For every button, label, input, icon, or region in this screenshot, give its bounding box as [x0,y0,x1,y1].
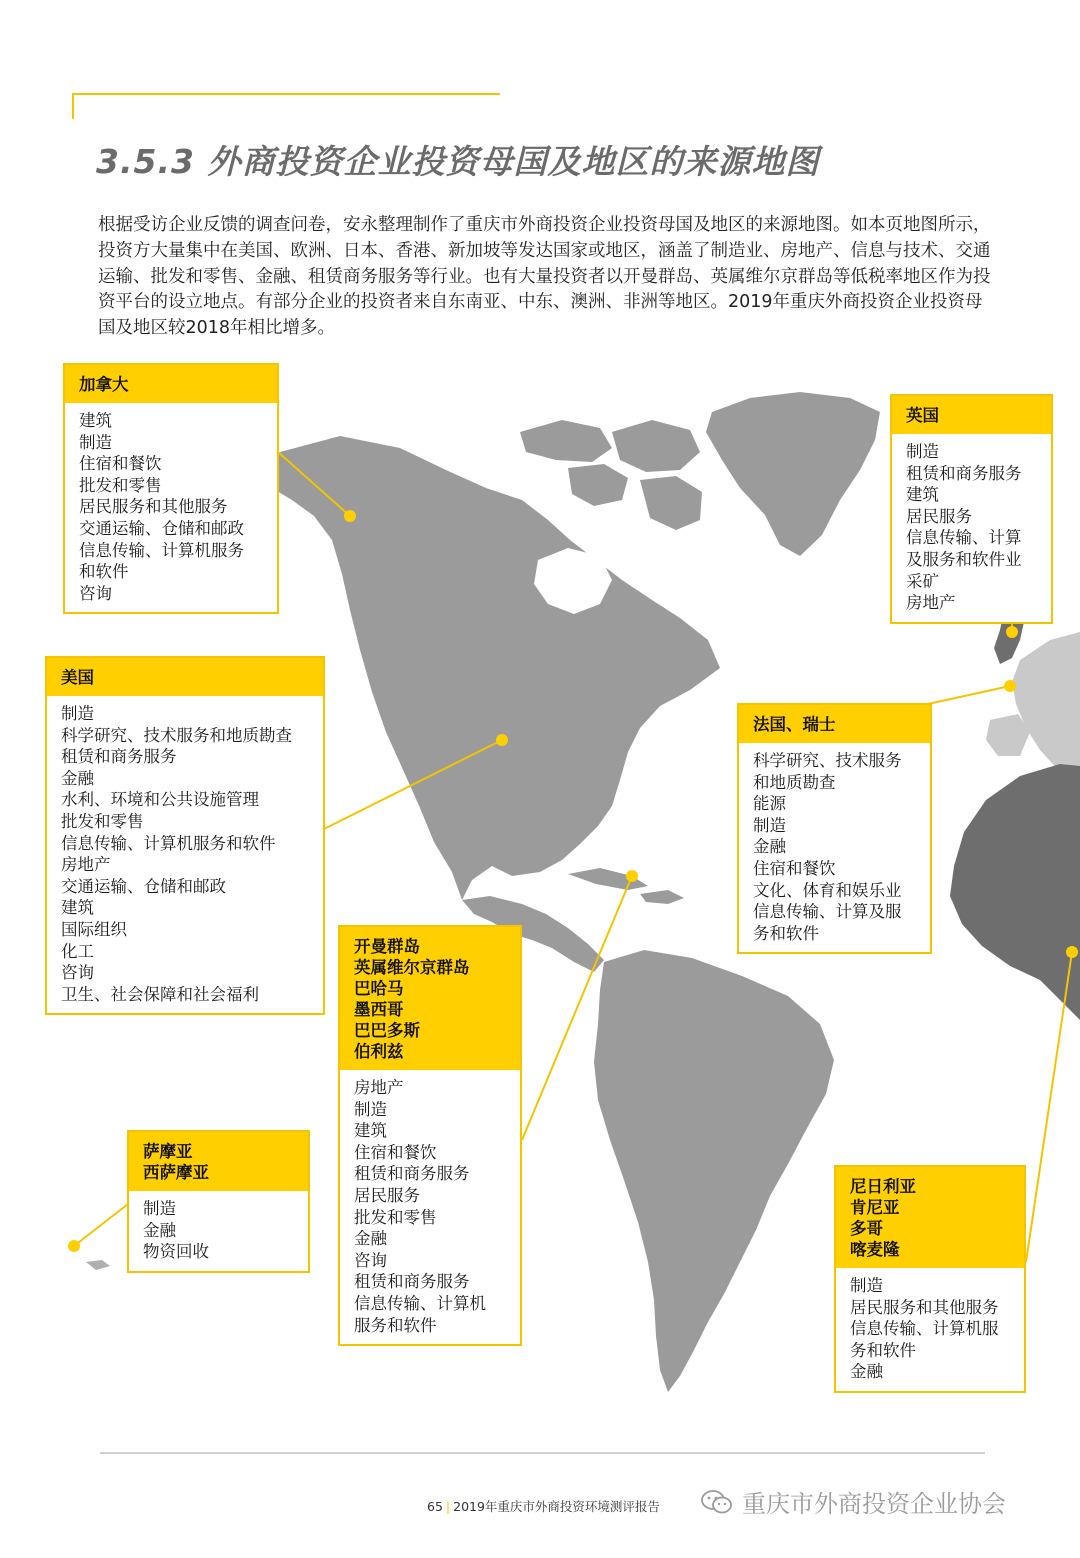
box-header-line: 喀麦隆 [850,1240,900,1259]
industry-item: 租赁和商务服务 [354,1164,470,1184]
industry-item: 及服务和软件业 [906,549,1022,569]
industry-list [47,696,323,1013]
box-header-line: 多哥 [850,1219,883,1238]
industry-item: 交通运输、仓储和邮政 [79,518,244,538]
industry-item: 信息传输、计算 [906,528,1022,548]
industry-item: 金融 [143,1220,176,1240]
box-header-line: 法国、瑞士 [753,715,836,734]
industry-item: 制造 [61,704,94,723]
box-caribbean [338,925,522,1346]
box-usa [45,656,325,1015]
footer: 65 | 2019年重庆市外商投资环境测评报告 [427,1499,660,1514]
industry-item: 交通运输、仓储和邮政 [61,876,226,896]
industry-item: 房地产 [906,593,956,613]
industry-list [892,434,1051,622]
box-header [836,1167,1024,1268]
industry-item: 金融 [850,1362,883,1382]
industry-item: 制造 [354,1099,387,1119]
industry-item: 咨询 [61,963,94,983]
industry-item: 服务和软件 [354,1315,437,1335]
industry-item: 房地产 [61,855,111,875]
industry-item: 和软件 [79,562,129,582]
industry-item: 制造 [143,1199,176,1218]
industry-item: 化工 [61,941,94,961]
page-number: 65 [427,1499,443,1514]
industry-item: 务和软件 [850,1340,916,1360]
footer-divider [100,1452,985,1454]
intro-paragraph: 根据受访企业反馈的调查问卷，安永整理制作了重庆市外商投资企业投资母国及地区的来源地图。如本页地图所示，投资方大量集中在美国、欧洲、日本、香港、新加坡等发达国家或地区，涵盖了制造业、房地产、信息与技术、交通运输、批发和零售、金融、租赁商务服务等行业。也有大量投资者以开曼群岛、英属维尔京群岛等低税率地区作为投资平台的设立地点。有部分企业的投资者来自东南亚、中东、澳洲、非洲等地区。2019年重庆外商投资企业投资母国及地区较2018年相比增多。 [98,215,991,339]
industry-item: 住宿和餐饮 [79,454,162,474]
industry-item: 和地质勘查 [753,772,836,792]
industry-item: 租赁和商务服务 [61,747,177,767]
industry-item: 卫生、社会保障和社会福利 [61,984,259,1004]
industry-list [739,743,930,952]
industry-item: 金融 [753,837,786,857]
industry-item: 批发和零售 [61,811,144,831]
industry-item: 信息传输、计算机服 [850,1319,999,1339]
box-header [739,705,930,743]
dot-samoa [68,1240,80,1252]
box-france-switzerland [737,703,932,954]
industry-item: 信息传输、计算及服 [753,902,902,922]
dot-usa [496,734,508,746]
industry-item: 居民服务和其他服务 [850,1297,999,1317]
europe-landmass [1012,632,1080,780]
industry-list [836,1268,1024,1391]
industry-item: 建筑 [354,1121,387,1141]
industry-item: 居民服务 [906,506,972,526]
industry-list [129,1191,308,1271]
industry-item: 能源 [753,794,786,814]
box-header-line: 西萨摩亚 [143,1163,209,1182]
industry-item: 制造 [79,432,112,452]
box-uk [890,394,1053,624]
industry-item: 信息传输、计算机服务和软件 [61,833,276,853]
box-canada [63,363,279,614]
industry-list [340,1070,520,1344]
industry-item: 信息传输、计算机服务 [79,540,244,560]
box-header-line: 巴巴多斯 [354,1021,420,1040]
box-header [892,396,1051,434]
box-header-line: 巴哈马 [354,979,404,998]
box-header [129,1132,308,1191]
industry-item: 住宿和餐饮 [354,1142,437,1162]
report-title: 2019年重庆市外商投资环境测评报告 [453,1499,660,1514]
industry-item: 建筑 [79,411,112,430]
samoa-islands [86,1260,110,1270]
leader-line-samoa [74,1204,128,1246]
dot-canada [344,510,356,522]
box-header-line: 尼日利亚 [850,1177,916,1196]
box-header-line: 美国 [61,668,94,687]
industry-item: 建筑 [906,485,939,505]
industry-item: 金融 [354,1229,387,1249]
industry-item: 务和软件 [753,923,819,943]
industry-item: 租赁和商务服务 [354,1272,470,1292]
box-header-line: 开曼群岛 [354,937,420,956]
dot-uk [1006,626,1018,638]
industry-item: 科学研究、技术服务和地质勘查 [61,725,292,745]
industry-item: 金融 [61,768,94,788]
greenland-landmass [706,392,880,556]
box-header-line: 萨摩亚 [143,1142,193,1161]
hispaniola-island [640,890,684,904]
industry-item: 信息传输、计算机 [354,1293,486,1313]
box-africa [834,1165,1026,1393]
brand-watermark [700,1484,1006,1519]
box-header-line: 墨西哥 [354,1000,404,1019]
arctic-islands [640,476,702,530]
leader-line-africa [1026,952,1072,1262]
box-samoa [127,1130,310,1273]
industry-item: 居民服务和其他服务 [79,497,228,517]
box-header [340,927,520,1070]
industry-item: 居民服务 [354,1185,420,1205]
industry-item: 批发和零售 [79,475,162,495]
dot-caribbean [626,870,638,882]
brand-name: 重庆市外商投资企业协会 [742,1490,1006,1518]
wechat-icon [700,1489,734,1515]
industry-item: 租赁和商务服务 [906,463,1022,483]
industry-item: 国际组织 [61,919,127,939]
box-header-line: 英国 [906,406,939,425]
industry-item: 采矿 [906,571,939,591]
industry-item: 科学研究、技术服务 [753,751,902,770]
industry-item: 制造 [850,1276,883,1295]
industry-item: 住宿和餐饮 [753,858,836,878]
box-header-line: 伯利兹 [354,1042,404,1061]
box-header-line: 加拿大 [79,375,129,394]
box-header [47,658,323,696]
industry-item: 制造 [906,442,939,461]
dot-africa [1066,946,1078,958]
leader-line-france [928,686,1010,704]
africa-landmass [950,764,1080,1020]
dot-france [1004,680,1016,692]
arctic-islands [612,420,700,472]
industry-item: 咨询 [354,1250,387,1270]
arctic-islands [520,420,612,462]
industry-item: 建筑 [61,898,94,918]
arctic-islands [568,464,628,506]
industry-item: 制造 [753,815,786,835]
box-header-line: 英属维尔京群岛 [354,958,470,977]
industry-item: 房地产 [354,1078,404,1097]
industry-item: 咨询 [79,583,112,603]
box-header [65,365,277,403]
industry-item: 物资回收 [143,1242,209,1262]
box-header-line: 肯尼亚 [850,1198,900,1217]
industry-list [65,403,277,612]
industry-item: 水利、环境和公共设施管理 [61,790,259,810]
page-title: 3.5.3 外商投资企业投资母国及地区的来源地图 [96,142,820,181]
industry-item: 文化、体育和娱乐业 [753,880,902,900]
south-america-landmass [594,950,834,1392]
industry-item: 批发和零售 [354,1207,437,1227]
